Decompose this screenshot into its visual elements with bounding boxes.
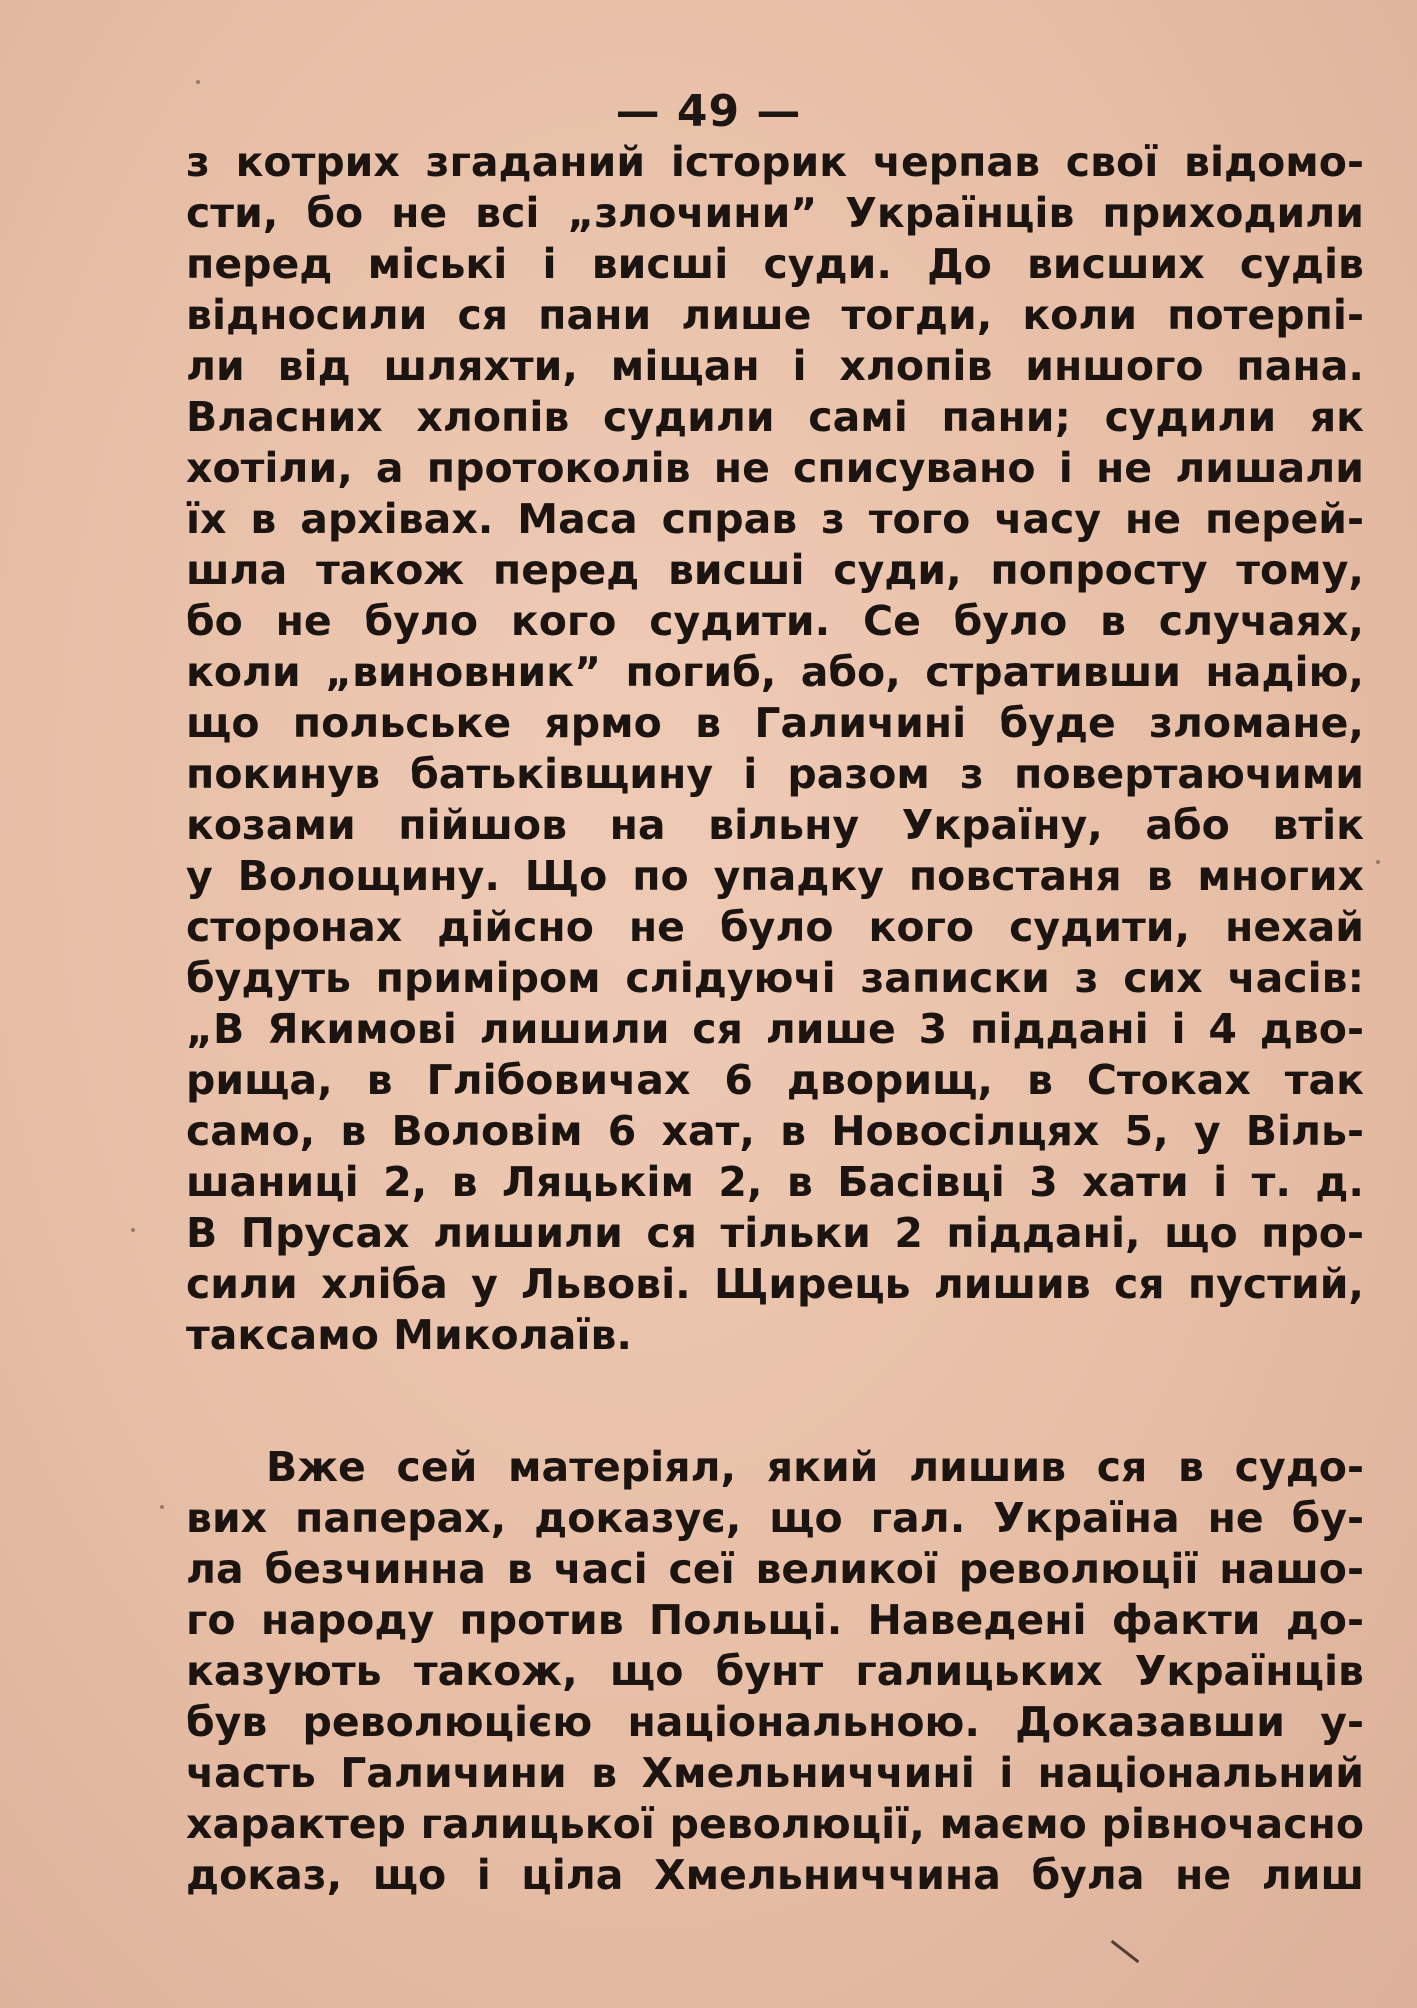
- text-line: таксамо Миколаїв.: [186, 1311, 632, 1359]
- text-line: шла також перед висші суди, попросту тому,: [186, 546, 1364, 594]
- page-number: — 49 —: [615, 86, 802, 137]
- paragraph-2: [186, 1442, 1364, 1901]
- text-line: будуть приміром слідуючі записки з сих часів:: [186, 954, 1364, 1002]
- text-line: сили хліба у Львові. Щирець лишив ся пустий,: [186, 1260, 1364, 1308]
- paper-speck: [196, 80, 200, 84]
- paper-speck: [1376, 860, 1380, 864]
- text-line: казують також, що бунт галицьких Українців: [186, 1647, 1364, 1695]
- paper-speck: [160, 1505, 164, 1509]
- text-line: характер галицької революції, маємо рівночасно: [186, 1800, 1364, 1848]
- text-line: доказ, що і ціла Хмельниччина була не лиш: [186, 1851, 1364, 1899]
- text-line: В Прусах лишили ся тільки 2 піддані, що про-: [186, 1209, 1364, 1257]
- text-line: рища, в Глібовичах 6 дворищ, в Стоках так: [186, 1056, 1364, 1104]
- text-line: перед міські і висші суди. До висших судів: [186, 240, 1364, 288]
- text-line: відносили ся пани лише тогди, коли потерпі-: [186, 291, 1364, 339]
- paper-speck: [131, 1228, 135, 1232]
- text-line: ли від шляхти, міщан і хлопів иншого пана.: [186, 342, 1364, 390]
- text-line: коли „виновник” погиб, або, стративши надію,: [186, 648, 1364, 696]
- text-line: „В Якимові лишили ся лише 3 піддані і 4 дво-: [186, 1005, 1364, 1053]
- ink-mark: [1111, 1940, 1140, 1963]
- text-line: козами пійшов на вільну Україну, або втік: [186, 801, 1364, 849]
- text-line: сторонах дійсно не було кого судити, нехай: [186, 903, 1364, 951]
- text-line: був революцією національною. Доказавши у-: [186, 1698, 1364, 1746]
- text-line: що польське ярмо в Галичині буде зломане,: [186, 699, 1364, 747]
- text-line: ла безчинна в часі сеї великої революції нашо-: [186, 1545, 1364, 1593]
- text-line: з котрих згаданий історик черпав свої відомо-: [186, 138, 1364, 186]
- paragraph-1: [186, 137, 1364, 1361]
- text-line: шаниці 2, в Ляцькім 2, в Басівці 3 хати і т. д.: [186, 1158, 1364, 1206]
- text-line: вих паперах, доказує, що гал. Україна не бу-: [186, 1494, 1364, 1542]
- text-line: Вже сей матеріял, який лишив ся в судо-: [266, 1443, 1364, 1491]
- text-line: само, в Воловім 6 хат, в Новосілцях 5, у Віль-: [186, 1107, 1364, 1155]
- text-line: го народу против Польщі. Наведені факти до-: [186, 1596, 1364, 1644]
- text-line: хотіли, а протоколів не списувано і не лишали: [186, 444, 1364, 492]
- text-line: часть Галичини в Хмельниччині і національний: [186, 1749, 1364, 1797]
- text-line: їх в архівах. Маса справ з того часу не перей-: [186, 495, 1364, 543]
- text-line: бо не було кого судити. Сe було в случаях,: [186, 597, 1364, 645]
- text-line: у Волощину. Що по упадку повстаня в многих: [186, 852, 1364, 900]
- text-line: сти, бо не всі „злочини” Українців приходили: [186, 189, 1364, 237]
- text-line: покинув батьківщину і разом з повертаючими: [186, 750, 1364, 798]
- text-line: Власних хлопів судили самі пани; судили як: [186, 393, 1364, 441]
